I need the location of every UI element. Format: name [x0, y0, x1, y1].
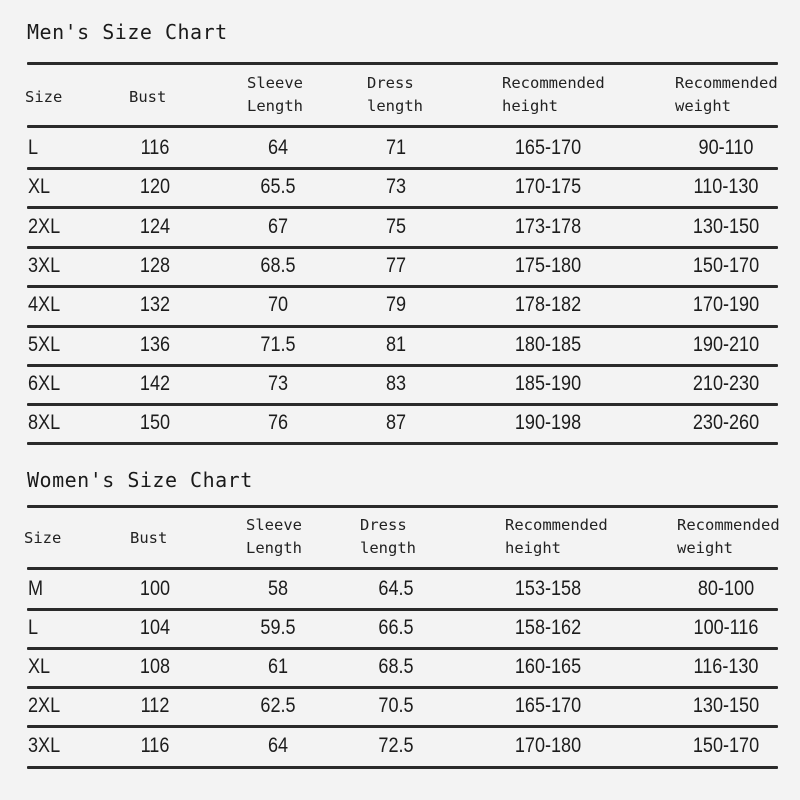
- women-column-header-text: Recommended: [505, 516, 608, 534]
- men-value-cell: 70: [267, 293, 289, 316]
- women-value-cell: 112: [140, 694, 170, 717]
- men-value-cell: 170-175: [514, 175, 582, 198]
- women-column-header: [677, 514, 780, 560]
- men-value-cell: 230-260: [692, 411, 760, 434]
- men-column-header-text: Dress: [367, 74, 414, 92]
- men-value-cell: 73: [267, 372, 289, 395]
- women-row-rule: [27, 647, 778, 650]
- men-size-cell: L: [28, 136, 39, 159]
- women-column-header-text: Bust: [130, 529, 168, 547]
- men-row-rule: [27, 442, 778, 445]
- women-size-cell: 2XL: [28, 694, 61, 717]
- women-column-header-text: length: [360, 539, 416, 557]
- women-row-rule: [27, 766, 778, 769]
- men-column-header-text: Sleeve: [247, 74, 303, 92]
- women-value-cell: 72.5: [378, 734, 414, 757]
- women-column-header-text: weight: [677, 539, 733, 557]
- men-value-cell: 116: [140, 136, 170, 159]
- women-value-cell: 100-116: [693, 616, 759, 639]
- men-size-cell: 2XL: [28, 215, 61, 238]
- men-value-cell: 120: [139, 175, 171, 198]
- women-size-cell: 3XL: [28, 734, 61, 757]
- men-value-cell: 71: [385, 136, 407, 159]
- men-row-rule: [27, 285, 778, 288]
- men-value-cell: 73: [385, 175, 407, 198]
- women-column-header-text: height: [505, 539, 561, 557]
- men-value-cell: 175-180: [514, 254, 582, 277]
- women-value-cell: 58: [267, 577, 289, 600]
- women-row-rule: [27, 608, 778, 611]
- men-value-cell: 90-110: [698, 136, 754, 159]
- men-value-cell: 64: [267, 136, 289, 159]
- men-value-cell: 65.5: [260, 175, 296, 198]
- men-column-header: [25, 86, 62, 109]
- women-header-rule: [27, 567, 778, 570]
- women-value-cell: 62.5: [260, 694, 296, 717]
- women-column-header: [505, 514, 608, 560]
- women-column-header-text: Size: [24, 529, 62, 547]
- men-column-header-text: Length: [247, 97, 303, 115]
- women-column-header: [360, 514, 416, 560]
- men-value-cell: 136: [139, 333, 171, 356]
- women-value-cell: 70.5: [378, 694, 414, 717]
- men-column-header-text: weight: [675, 97, 731, 115]
- men-value-cell: 77: [385, 254, 407, 277]
- men-column-header-text: length: [367, 97, 423, 115]
- women-value-cell: 108: [139, 655, 171, 678]
- men-size-cell: 6XL: [28, 372, 61, 395]
- women-value-cell: 170-180: [514, 734, 582, 757]
- men-size-cell: 5XL: [28, 333, 61, 356]
- men-header-rule: [27, 125, 778, 128]
- women-value-cell: 116: [140, 734, 170, 757]
- men-row-rule: [27, 167, 778, 170]
- men-value-cell: 130-150: [692, 215, 760, 238]
- women-column-header-text: Length: [246, 539, 302, 557]
- women-column-header-text: Sleeve: [246, 516, 302, 534]
- men-value-cell: 173-178: [514, 215, 582, 238]
- men-value-cell: 180-185: [514, 333, 582, 356]
- men-header-rule: [27, 62, 778, 65]
- men-column-header-text: Recommended: [675, 74, 778, 92]
- men-value-cell: 68.5: [260, 254, 296, 277]
- women-column-header: [130, 527, 167, 550]
- women-value-cell: 150-170: [692, 734, 760, 757]
- men-value-cell: 83: [385, 372, 407, 395]
- women-column-header-text: Recommended: [677, 516, 780, 534]
- men-column-header: [247, 72, 303, 118]
- women-value-cell: 68.5: [378, 655, 414, 678]
- men-value-cell: 76: [267, 411, 289, 434]
- women-value-cell: 165-170: [514, 694, 582, 717]
- women-value-cell: 80-100: [697, 577, 755, 600]
- women-value-cell: 61: [267, 655, 289, 678]
- men-value-cell: 81: [385, 333, 407, 356]
- men-value-cell: 71.5: [260, 333, 296, 356]
- men-column-header: [129, 86, 166, 109]
- women-value-cell: 59.5: [260, 616, 296, 639]
- men-value-cell: 124: [139, 215, 171, 238]
- men-column-header: [675, 72, 778, 118]
- women-value-cell: 64.5: [378, 577, 414, 600]
- women-column-header-text: Dress: [360, 516, 407, 534]
- women-row-rule: [27, 686, 778, 689]
- men-value-cell: 132: [139, 293, 171, 316]
- men-value-cell: 67: [267, 215, 289, 238]
- men-size-cell: XL: [28, 175, 51, 198]
- men-value-cell: 128: [139, 254, 171, 277]
- men-value-cell: 142: [139, 372, 171, 395]
- men-value-cell: 165-170: [514, 136, 582, 159]
- women-column-header: [246, 514, 302, 560]
- men-value-cell: 210-230: [692, 372, 760, 395]
- men-row-rule: [27, 364, 778, 367]
- men-value-cell: 75: [385, 215, 407, 238]
- men-value-cell: 190-198: [514, 411, 582, 434]
- women-header-rule: [27, 505, 778, 508]
- men-value-cell: 170-190: [692, 293, 760, 316]
- men-value-cell: 150-170: [692, 254, 760, 277]
- men-chart-title: Men's Size Chart: [27, 20, 228, 44]
- women-row-rule: [27, 725, 778, 728]
- men-column-header-text: Bust: [129, 88, 167, 106]
- men-size-cell: 4XL: [28, 293, 61, 316]
- men-value-cell: 178-182: [514, 293, 582, 316]
- men-column-header: [502, 72, 605, 118]
- men-column-header-text: height: [502, 97, 558, 115]
- women-value-cell: 160-165: [514, 655, 582, 678]
- women-size-cell: L: [28, 616, 39, 639]
- women-value-cell: 153-158: [514, 577, 582, 600]
- men-row-rule: [27, 206, 778, 209]
- men-column-header-text: Recommended: [502, 74, 605, 92]
- women-value-cell: 66.5: [378, 616, 414, 639]
- men-value-cell: 110-130: [693, 175, 759, 198]
- men-value-cell: 190-210: [692, 333, 760, 356]
- women-value-cell: 116-130: [693, 655, 759, 678]
- men-row-rule: [27, 403, 778, 406]
- men-size-cell: 8XL: [28, 411, 61, 434]
- women-size-cell: M: [28, 577, 44, 600]
- women-value-cell: 130-150: [692, 694, 760, 717]
- women-chart-title: Women's Size Chart: [27, 468, 253, 492]
- men-column-header-text: Size: [25, 88, 63, 106]
- men-value-cell: 79: [385, 293, 407, 316]
- women-size-cell: XL: [28, 655, 51, 678]
- women-value-cell: 100: [139, 577, 171, 600]
- men-size-cell: 3XL: [28, 254, 61, 277]
- women-value-cell: 104: [139, 616, 171, 639]
- men-value-cell: 150: [139, 411, 171, 434]
- women-column-header: [24, 527, 61, 550]
- men-value-cell: 87: [385, 411, 407, 434]
- men-row-rule: [27, 325, 778, 328]
- men-value-cell: 185-190: [514, 372, 582, 395]
- men-column-header: [367, 72, 423, 118]
- men-row-rule: [27, 246, 778, 249]
- women-value-cell: 64: [267, 734, 289, 757]
- women-value-cell: 158-162: [514, 616, 582, 639]
